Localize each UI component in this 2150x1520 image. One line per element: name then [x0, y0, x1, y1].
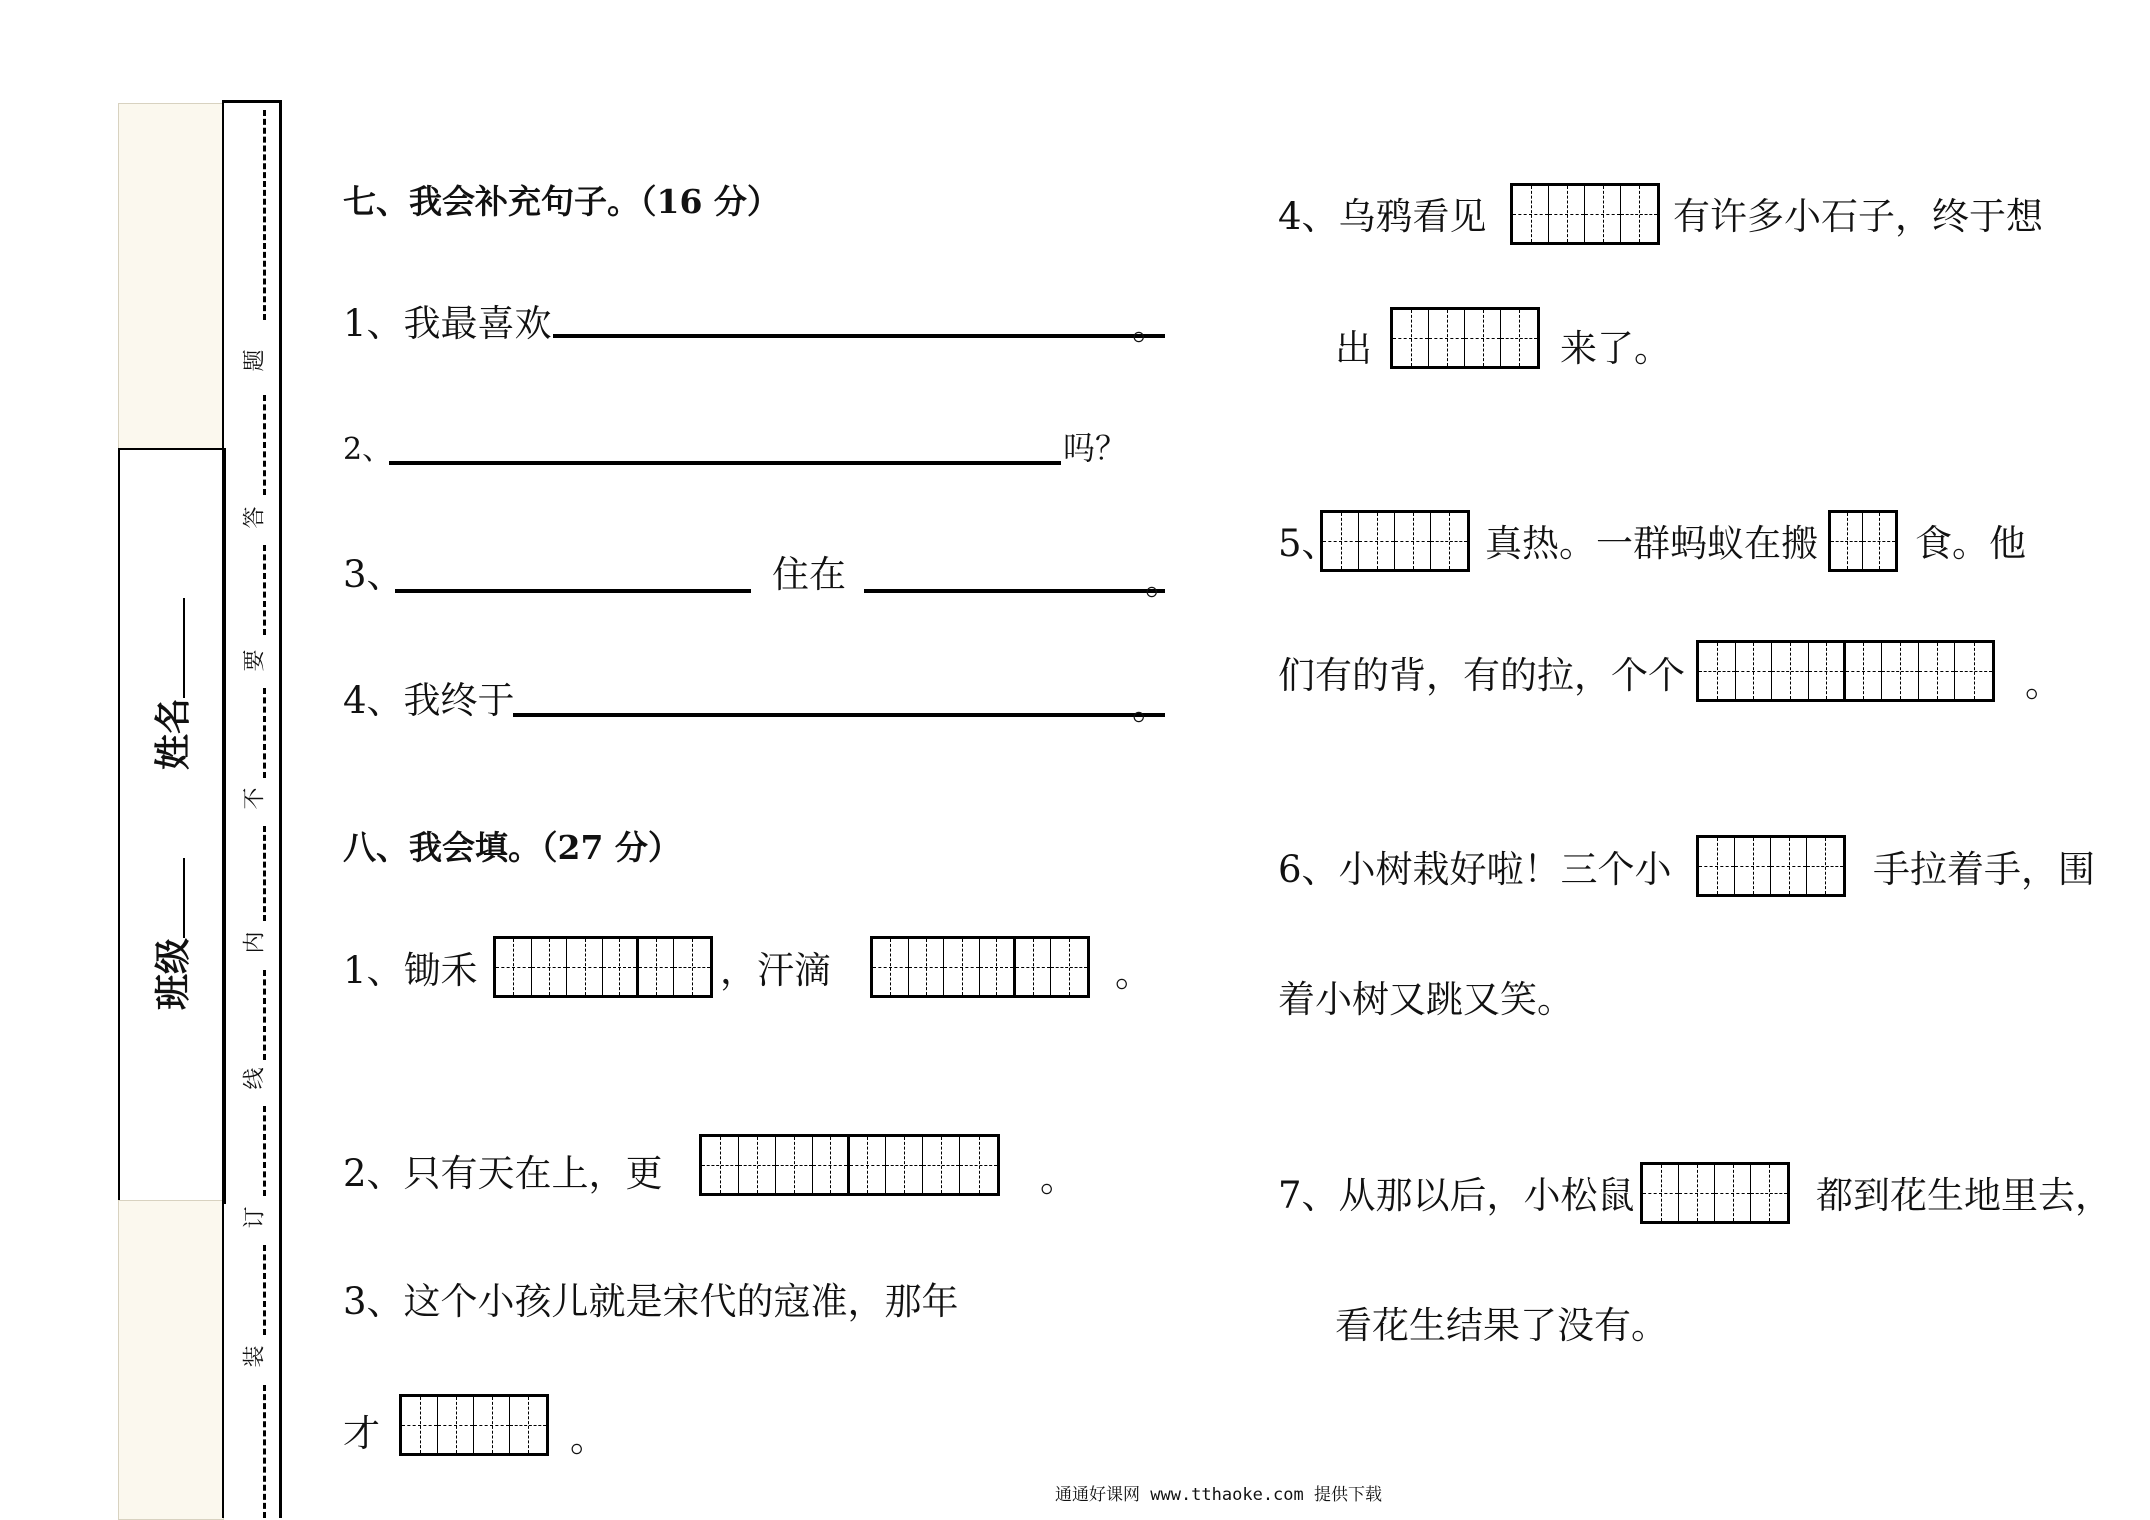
- seal-char-8: 装: [242, 1345, 268, 1368]
- s7-q3-mid: 住在: [772, 553, 846, 596]
- s7-q3-prefix: 3、: [343, 553, 404, 596]
- class-label: 班级: [152, 937, 194, 1010]
- s8-q7-line2: 看花生结果了没有。: [1335, 1304, 1668, 1347]
- seal-char-1: 题: [242, 349, 268, 372]
- seal-char-4: 不: [242, 787, 268, 810]
- s8-q5-mid: 真热。一群蚂蚁在搬: [1485, 522, 1818, 565]
- seal-line-3: [263, 545, 266, 635]
- seal-line-2: [263, 395, 266, 495]
- s8-q4-prefix: 4、乌鸦看见: [1278, 195, 1487, 238]
- s8-q7-grid[interactable]: [1640, 1162, 1790, 1224]
- s8-q6-suffix: 手拉着手，围: [1873, 848, 2095, 891]
- s8-q5-suffix: 食。他: [1915, 522, 2026, 565]
- s8-q2-grid[interactable]: [699, 1134, 1000, 1196]
- s7-q2-end: 吗？: [1063, 429, 1128, 467]
- seal-line-8: [263, 1245, 266, 1335]
- s8-q5-end: 。: [2025, 662, 2062, 705]
- s8-q4-line2-suffix: 来了。: [1560, 327, 1671, 370]
- footer-credit: 通通好课网 www.tthaoke.com 提供下载: [1055, 1485, 1382, 1505]
- seal-line-7: [263, 1106, 266, 1196]
- s8-q5-grid-3[interactable]: [1696, 640, 1995, 702]
- seal-line-6: [263, 970, 266, 1060]
- s8-q5-prefix: 5、: [1278, 522, 1339, 565]
- section-8-heading: 八、我会填。（27 分）: [343, 828, 681, 867]
- s8-q5-line2-prefix: 们有的背，有的拉，个个: [1278, 654, 1685, 697]
- seal-char-6: 线: [242, 1067, 268, 1090]
- s7-q3-end: 。: [1145, 560, 1182, 603]
- name-label: 姓名: [152, 697, 194, 770]
- s8-q1-end: 。: [1115, 952, 1152, 995]
- class-label-group: [145, 850, 195, 1010]
- s7-q1-end: 。: [1132, 305, 1169, 348]
- s8-q2-end: 。: [1040, 1157, 1077, 1200]
- s8-q1-mid: ，汗滴: [720, 949, 831, 992]
- s8-q5-grid-1[interactable]: [1320, 510, 1470, 572]
- seal-line-5: [263, 826, 266, 921]
- s7-q4-blank[interactable]: [513, 713, 1165, 717]
- s8-q4-suffix: 有许多小石子，终于想: [1673, 195, 2043, 238]
- s7-q1-prefix: 1、我最喜欢: [343, 302, 552, 345]
- s7-q2-blank[interactable]: [389, 461, 1061, 465]
- s8-q5-grid-2[interactable]: [1828, 510, 1898, 572]
- class-blank: [153, 858, 185, 938]
- seal-char-5: 内: [242, 931, 268, 954]
- seal-line-4: [263, 688, 266, 778]
- name-blank: [153, 598, 185, 698]
- s8-q4-grid-1[interactable]: [1510, 183, 1660, 245]
- s8-q1-grid-2[interactable]: [870, 936, 1090, 998]
- section-7-heading: 七、我会补充句子。（16 分）: [343, 182, 780, 221]
- s7-q4-prefix: 4、我终于: [343, 679, 515, 722]
- s8-q6-grid[interactable]: [1696, 835, 1846, 897]
- s8-q3-end: 。: [570, 1417, 607, 1460]
- seal-char-2: 答: [242, 506, 268, 529]
- s8-q2-prefix: 2、只有天在上，更: [343, 1152, 663, 1195]
- s8-q7-suffix: 都到花生地里去，: [1816, 1174, 2112, 1217]
- seal-char-3: 要: [242, 649, 268, 672]
- seal-line-1: [263, 110, 266, 320]
- seal-line-9: [263, 1385, 266, 1518]
- margin-name-box: [118, 448, 226, 1204]
- seal-char-7: 订: [242, 1206, 268, 1229]
- s8-q3-line1: 3、这个小孩儿就是宋代的寇准，那年: [343, 1280, 959, 1323]
- s8-q4-grid-2[interactable]: [1390, 307, 1540, 369]
- s7-q3-blank-2[interactable]: [864, 589, 1165, 593]
- s8-q3-line2-prefix: 才: [343, 1412, 380, 1455]
- s7-q3-blank-1[interactable]: [395, 589, 751, 593]
- s7-q2-prefix: 2、: [343, 432, 393, 467]
- s8-q6-line2: 着小树又跳又笑。: [1278, 978, 1574, 1021]
- s8-q6-prefix: 6、小树栽好啦！三个小: [1278, 848, 1672, 891]
- s8-q1-grid-1[interactable]: [493, 936, 713, 998]
- s8-q3-grid[interactable]: [399, 1394, 549, 1456]
- margin-shade-top: [118, 103, 224, 450]
- name-label-group: [145, 570, 195, 770]
- s7-q4-end: 。: [1132, 685, 1169, 728]
- s8-q7-prefix: 7、从那以后，小松鼠: [1278, 1174, 1635, 1217]
- margin-shade-bottom: [118, 1200, 224, 1520]
- s8-q4-line2-prefix: 出: [1335, 327, 1372, 370]
- s7-q1-blank[interactable]: [553, 334, 1165, 338]
- s8-q1-prefix: 1、锄禾: [343, 949, 478, 992]
